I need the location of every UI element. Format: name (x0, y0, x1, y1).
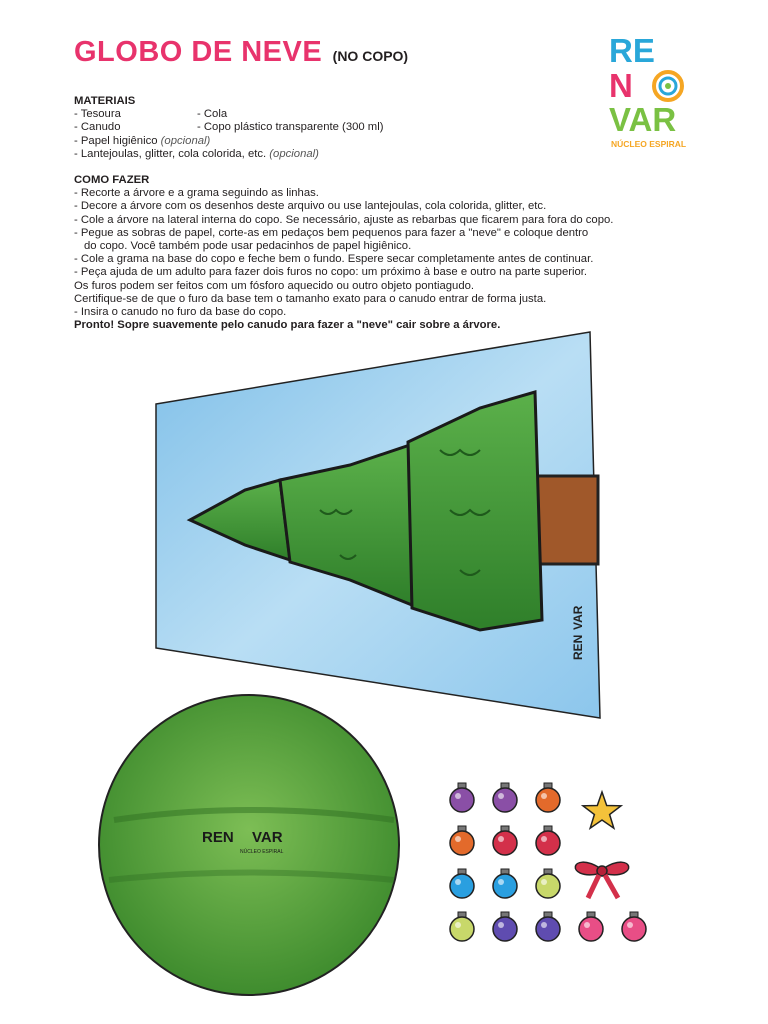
step: - Insira o canudo no furo da base do copo. (74, 306, 287, 319)
ornaments-sheet (440, 780, 660, 950)
ornament-ball-icon (450, 783, 474, 812)
logo-line3: VAR (609, 101, 677, 138)
ornament-ball-icon (450, 912, 474, 941)
ornament-ball-icon (579, 912, 603, 941)
materials-heading: MATERIAIS (74, 95, 136, 107)
step: - Decore a árvore com os desenhos deste arquivo ou use lantejoulas, cola colorida, glitter, etc. (74, 200, 547, 213)
ornament-ball-icon (536, 912, 560, 941)
title-main: GLOBO DE NEVE (74, 36, 323, 68)
optional-note: (opcional) (160, 134, 211, 147)
material-item: - Tesoura (74, 108, 121, 121)
howto-heading: COMO FAZER (74, 174, 150, 187)
ornament-ball-icon (493, 783, 517, 812)
step: do copo. Você também pode usar pedacinhos de papel higiênico. (84, 240, 412, 253)
instructions (74, 95, 714, 332)
grass-logo-small: NÚCLEO ESPIRAL (240, 849, 284, 855)
grass-logo-text-b: VAR (252, 829, 283, 846)
tree-cutout (150, 330, 606, 720)
materials-row (74, 121, 714, 134)
optional-note: (opcional) (269, 147, 319, 160)
materials-row (74, 108, 714, 121)
material-text: - Papel higiênico (74, 134, 158, 147)
ornament-ball-icon (536, 783, 560, 812)
material-text: - Lantejoulas, glitter, cola colorida, etc. (74, 147, 267, 160)
ornament-ball-icon (622, 912, 646, 941)
grass-cutout (94, 690, 404, 1000)
ornament-ball-icon (493, 912, 517, 941)
ornament-ball-icon (450, 869, 474, 898)
logo-line1: RE (609, 34, 655, 69)
step: - Cole a árvore na lateral interna do copo. Se necessário, ajuste as rebarbas que ficarem para fora do copo. (74, 213, 614, 226)
material-item: - Cola (197, 108, 228, 121)
logo-line2: N (609, 67, 633, 104)
ornament-ball-icon (536, 826, 560, 855)
panel-logo-text-a: REN (571, 634, 585, 660)
logo-tagline: NÚCLEO ESPIRAL (611, 139, 687, 149)
step: - Cole a grama na base do copo e feche bem o fundo. Espere secar completamente antes de continuar. (74, 253, 594, 266)
ornament-ball-icon (493, 826, 517, 855)
ornament-ball-icon (536, 869, 560, 898)
step: - Peça ajuda de um adulto para fazer dois furos no copo: um próximo à base e outro na parte superior. (74, 266, 588, 279)
material-item (74, 148, 714, 161)
page-title (74, 36, 408, 69)
ornament-ball-icon (450, 826, 474, 855)
final-step: Pronto! Sopre suavemente pelo canudo para fazer a "neve" cair sobre a árvore. (74, 319, 501, 332)
star-icon (583, 792, 621, 828)
step: Os furos podem ser feitos com um fósforo aquecido ou outro objeto pontiagudo. (74, 279, 475, 292)
material-item (74, 135, 714, 148)
step: - Pegue as sobras de papel, corte-as em pedaços bem pequenos para fazer a "neve" e coloque dentro (74, 226, 589, 239)
grass-logo-text-a: REN (202, 829, 234, 846)
material-item: - Copo plástico transparente (300 ml) (197, 121, 384, 134)
step: - Recorte a árvore e a grama seguindo as linhas. (74, 187, 319, 200)
tree-trunk (536, 476, 598, 564)
panel-logo-text-b: VAR (571, 605, 585, 630)
bow-icon (575, 862, 628, 898)
material-item: - Canudo (74, 121, 121, 134)
title-sub: (NO COPO) (332, 48, 409, 64)
ornament-ball-icon (493, 869, 517, 898)
step: Certifique-se de que o furo da base tem o tamanho exato para o canudo entrar de forma justa. (74, 292, 547, 305)
